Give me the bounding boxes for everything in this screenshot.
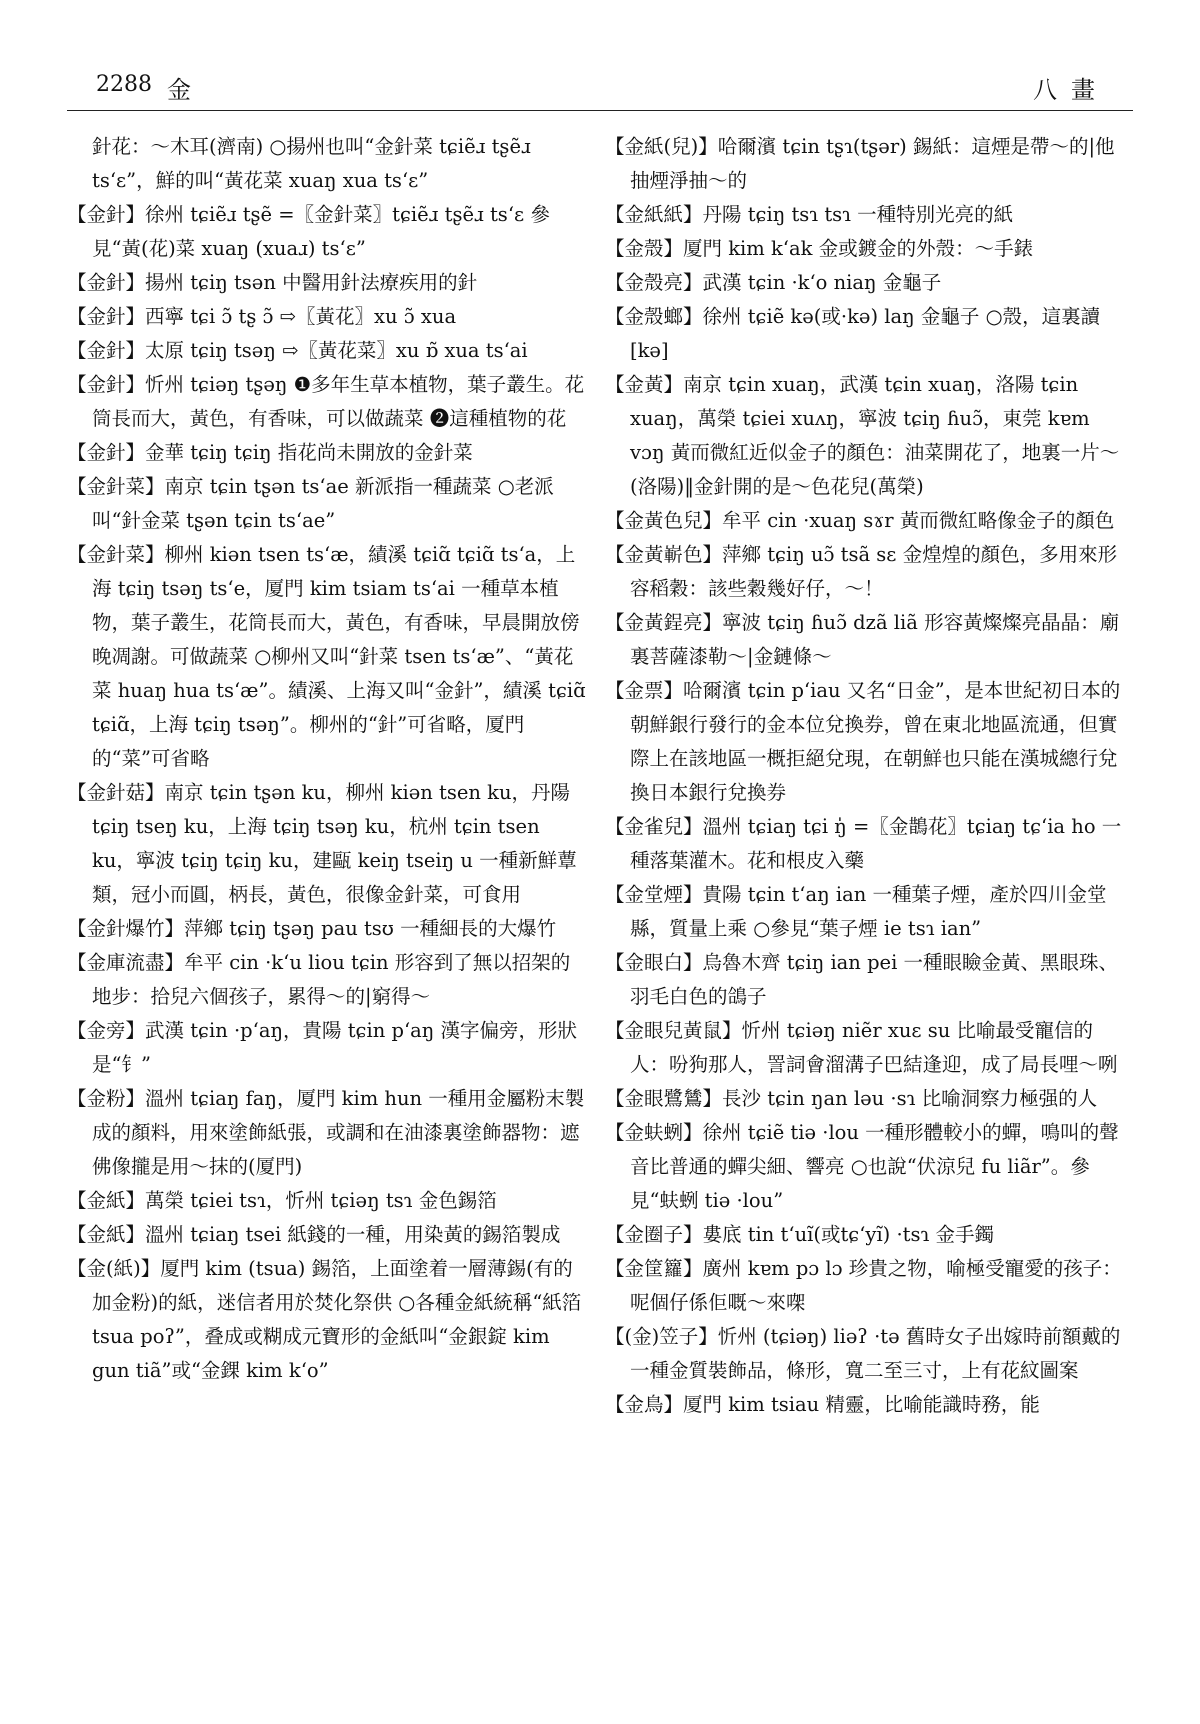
dictionary-entry: 【金紙】萬榮 tɕiei tsɿ，忻州 tɕiəŋ tsɿ 金色錫箔 xyxy=(67,1189,497,1212)
dictionary-entry: 【金票】哈爾濱 tɕin pʻiau 又名“日金”，是本世紀初日本的朝鮮銀行發行的金本位兌換券，曾在東北地區流通，但實際上在該地區一概拒絕兌現，在朝鮮也只能在漢城總行兌換日本銀行兌換券 xyxy=(605,679,1121,804)
dictionary-entry: 【金圈子】婁底 tin tʻuĩ(或tɕʻyĩ) ·tsɿ 金手鐲 xyxy=(605,1223,995,1246)
right-column xyxy=(605,130,1125,1422)
dictionary-entry: 【金殼】厦門 kim kʻak 金或鍍金的外殼：～手錶 xyxy=(605,237,1034,260)
dictionary-entry: 【金堂煙】貴陽 tɕin tʻaŋ ian 一種葉子煙，產於四川金堂縣，質量上乘 ○參見“葉子煙 ie tsɿ ian” xyxy=(605,883,1107,940)
dictionary-entry: 【金針】忻州 tɕiəŋ tʂəŋ ❶多年生草本植物，葉子叢生。花筒長而大，黃色，有香味，可以做蔬菜 ❷這種植物的花 xyxy=(67,373,585,430)
dictionary-entry: 【金黃】南京 tɕin xuaŋ，武漢 tɕin xuaŋ，洛陽 tɕin xuaŋ，萬榮 tɕiei xuʌŋ，寧波 tɕiŋ ɦuɔ̃，東莞 kɐm vɔŋ 黃而微紅近似金子的顏色：油菜開花了，地裏一片～(洛陽)‖金針開的是～色花兒(萬榮) xyxy=(605,373,1120,498)
dictionary-entry: 【金黃鋥亮】寧波 tɕiŋ ɦuɔ̃ dzã liã 形容黃燦燦亮晶晶：廟裏菩薩漆勒～|金鏈條～ xyxy=(605,611,1120,668)
page-number: 2288 xyxy=(96,72,152,97)
dictionary-entry: 【金針】金華 tɕiŋ tɕiŋ 指花尚未開放的金針菜 xyxy=(67,441,473,464)
page-header xyxy=(67,70,1133,111)
dictionary-entry: 【金紙】溫州 tɕiaŋ tsei 紙錢的一種，用染黃的錫箔製成 xyxy=(67,1223,561,1246)
dictionary-entry: 【金庫流盡】牟平 cin ·kʻu liou tɕin 形容到了無以招架的地步：拾兒六個孩子，累得～的|窮得～ xyxy=(67,951,571,1008)
dictionary-entry: 【金紙(兒)】哈爾濱 tɕin tʂɿ(tʂər) 錫紙：這煙是帶～的|他抽煙淨抽～的 xyxy=(605,135,1115,192)
dictionary-entry: 【金針菜】南京 tɕin tʂən tsʻae 新派指一種蔬菜 ○老派叫“針金菜 tʂən tɕin tsʻae” xyxy=(67,475,554,532)
dictionary-entry: 【金針】太原 tɕiŋ tsəŋ ⇨〖黃花菜〗xu ɒ̃ xua tsʻai xyxy=(67,339,528,362)
dictionary-entry: 【金紙紙】丹陽 tɕiŋ tsɿ tsɿ 一種特別光亮的紙 xyxy=(605,203,1014,226)
dictionary-entry: 【金(紙)】厦門 kim (tsua) 錫箔，上面塗着一層薄錫(有的加金粉)的紙，迷信者用於焚化祭供 ○各種金紙統稱“紙箔 tsua poʔ”，叠成或糊成元寶形的金紙叫“金銀錠 kim gun tiã”或“金錁 kim kʻo” xyxy=(67,1257,582,1382)
dictionary-entry: 【金殼螂】徐州 tɕiẽ kə(或·kə) laŋ 金龜子 ○殼，這裏讀[kə] xyxy=(605,305,1101,362)
dictionary-entry: 針花：～木耳(濟南) ○揚州也叫“金針菜 tɕiẽɹ tʂẽɹ tsʻɛ”，鮮的叫“黃花菜 xuaŋ xua tsʻɛ” xyxy=(92,135,531,192)
dictionary-entry: 【金黃嶄色】萍鄉 tɕiŋ uɔ̃ tsã sɛ 金煌煌的顏色，多用來形容稻穀：該些穀幾好仔，～！ xyxy=(605,543,1118,600)
dictionary-entry: 【金粉】溫州 tɕiaŋ faŋ，厦門 kim hun 一種用金屬粉末製成的顏料，用來塗飾紙張，或調和在油漆裏塗飾器物：遮佛像攏是用～抹的(厦門) xyxy=(67,1087,585,1178)
dictionary-entry: 【金針爆竹】萍鄉 tɕiŋ tʂəŋ pau tsʊ 一種細長的大爆竹 xyxy=(67,917,557,940)
running-head-left: 金 xyxy=(167,76,191,104)
dictionary-entry: 【金筐籮】廣州 kɐm pɔ lɔ 珍貴之物，喻極受寵愛的孩子：呢個仔係佢嘅～來㗎 xyxy=(605,1257,1122,1314)
dictionary-entry: 【金黃色兒】牟平 cin ·xuaŋ sɤr 黃而微紅略像金子的顏色 xyxy=(605,509,1115,532)
dictionary-entry: 【金鳥】厦門 kim tsiau 精靈，比喻能識時務，能 xyxy=(605,1393,1040,1416)
dictionary-entry: 【金針菇】南京 tɕin tʂən ku，柳州 kiən tsen ku，丹陽 tɕiŋ tseŋ ku，上海 tɕiŋ tsəŋ ku，杭州 tɕin tsen ku，寧波 tɕiŋ tɕiŋ ku，建甌 keiŋ tseiŋ u 一種新鮮蕈類，冠小而圓，柄長，黃色，很像金針菜，可食用 xyxy=(67,781,577,906)
dictionary-entry: 【金眼白】烏魯木齊 tɕiŋ ian pei 一種眼瞼金黃、黑眼珠、羽毛白色的鴿子 xyxy=(605,951,1119,1008)
dictionary-entry: 【金針】西寧 tɕi ɔ̃ tʂ ɔ̃ ⇨〖黃花〗xu ɔ̃ xua xyxy=(67,305,457,328)
dictionary-entry: 【金眼鷺鷥】長沙 tɕin ŋan ləu ·sɿ 比喻洞察力極强的人 xyxy=(605,1087,1098,1110)
dictionary-entry: 【(金)笠子】忻州 (tɕiəŋ) liəʔ ·tə 舊時女子出嫁時前額戴的一種金質裝飾品，條形，寬二至三寸，上有花紋圖案 xyxy=(605,1325,1121,1382)
left-column xyxy=(67,130,587,1388)
running-head-right: 八畫 xyxy=(1033,76,1109,104)
dictionary-entry: 【金蚨蛚】徐州 tɕiẽ tiə ·lou 一種形體較小的蟬，鳴叫的聲音比普通的蟬尖細、響亮 ○也說“伏涼兒 fu liãr”。參見“蚨蛚 tiə ·lou” xyxy=(605,1121,1119,1212)
dictionary-entry: 【金針】徐州 tɕiẽɹ tʂẽ =〖金針菜〗tɕiẽɹ tʂẽɹ tsʻɛ 參見“黃(花)菜 xuaŋ (xuaɹ) tsʻɛ” xyxy=(67,203,550,260)
dictionary-entry: 【金針】揚州 tɕiŋ tsən 中醫用針法療疾用的針 xyxy=(67,271,478,294)
dictionary-entry: 【金殼亮】武漢 tɕin ·kʻo niaŋ 金龜子 xyxy=(605,271,942,294)
dictionary-entry: 【金雀兒】溫州 tɕiaŋ tɕi ŋ̍ =〖金鵲花〗tɕiaŋ tɕʻia ho 一種落葉灌木。花和根皮入藥 xyxy=(605,815,1122,872)
dictionary-entry: 【金旁】武漢 tɕin ·pʻaŋ，貴陽 tɕin pʻaŋ 漢字偏旁，形狀是“钅” xyxy=(67,1019,578,1076)
dictionary-entry: 【金針菜】柳州 kiən tsen tsʻæ，績溪 tɕiɑ̃ tɕiɑ̃ tsʻa，上海 tɕiŋ tsəŋ tsʻe，厦門 kim tsiam tsʻai 一種草本植物，葉子叢生，花筒長而大，黃色，有香味，早晨開放傍晚凋謝。可做蔬菜 ○柳州又叫“針菜 tsen tsʻæ”、“黃花菜 huaŋ hua tsʻæ”。績溪、上海又叫“金針”，績溪 tɕiɑ̃ tɕiɑ̃，上海 tɕiŋ tsəŋ”。柳州的“針”可省略，厦門的“菜”可省略 xyxy=(67,543,586,770)
dictionary-entry: 【金眼兒黃鼠】忻州 tɕiəŋ niẽr xuɛ su 比喻最受寵信的人：吩狗那人，詈詞會溜溝子巴結逢迎，成了局長哩～咧 xyxy=(605,1019,1118,1076)
